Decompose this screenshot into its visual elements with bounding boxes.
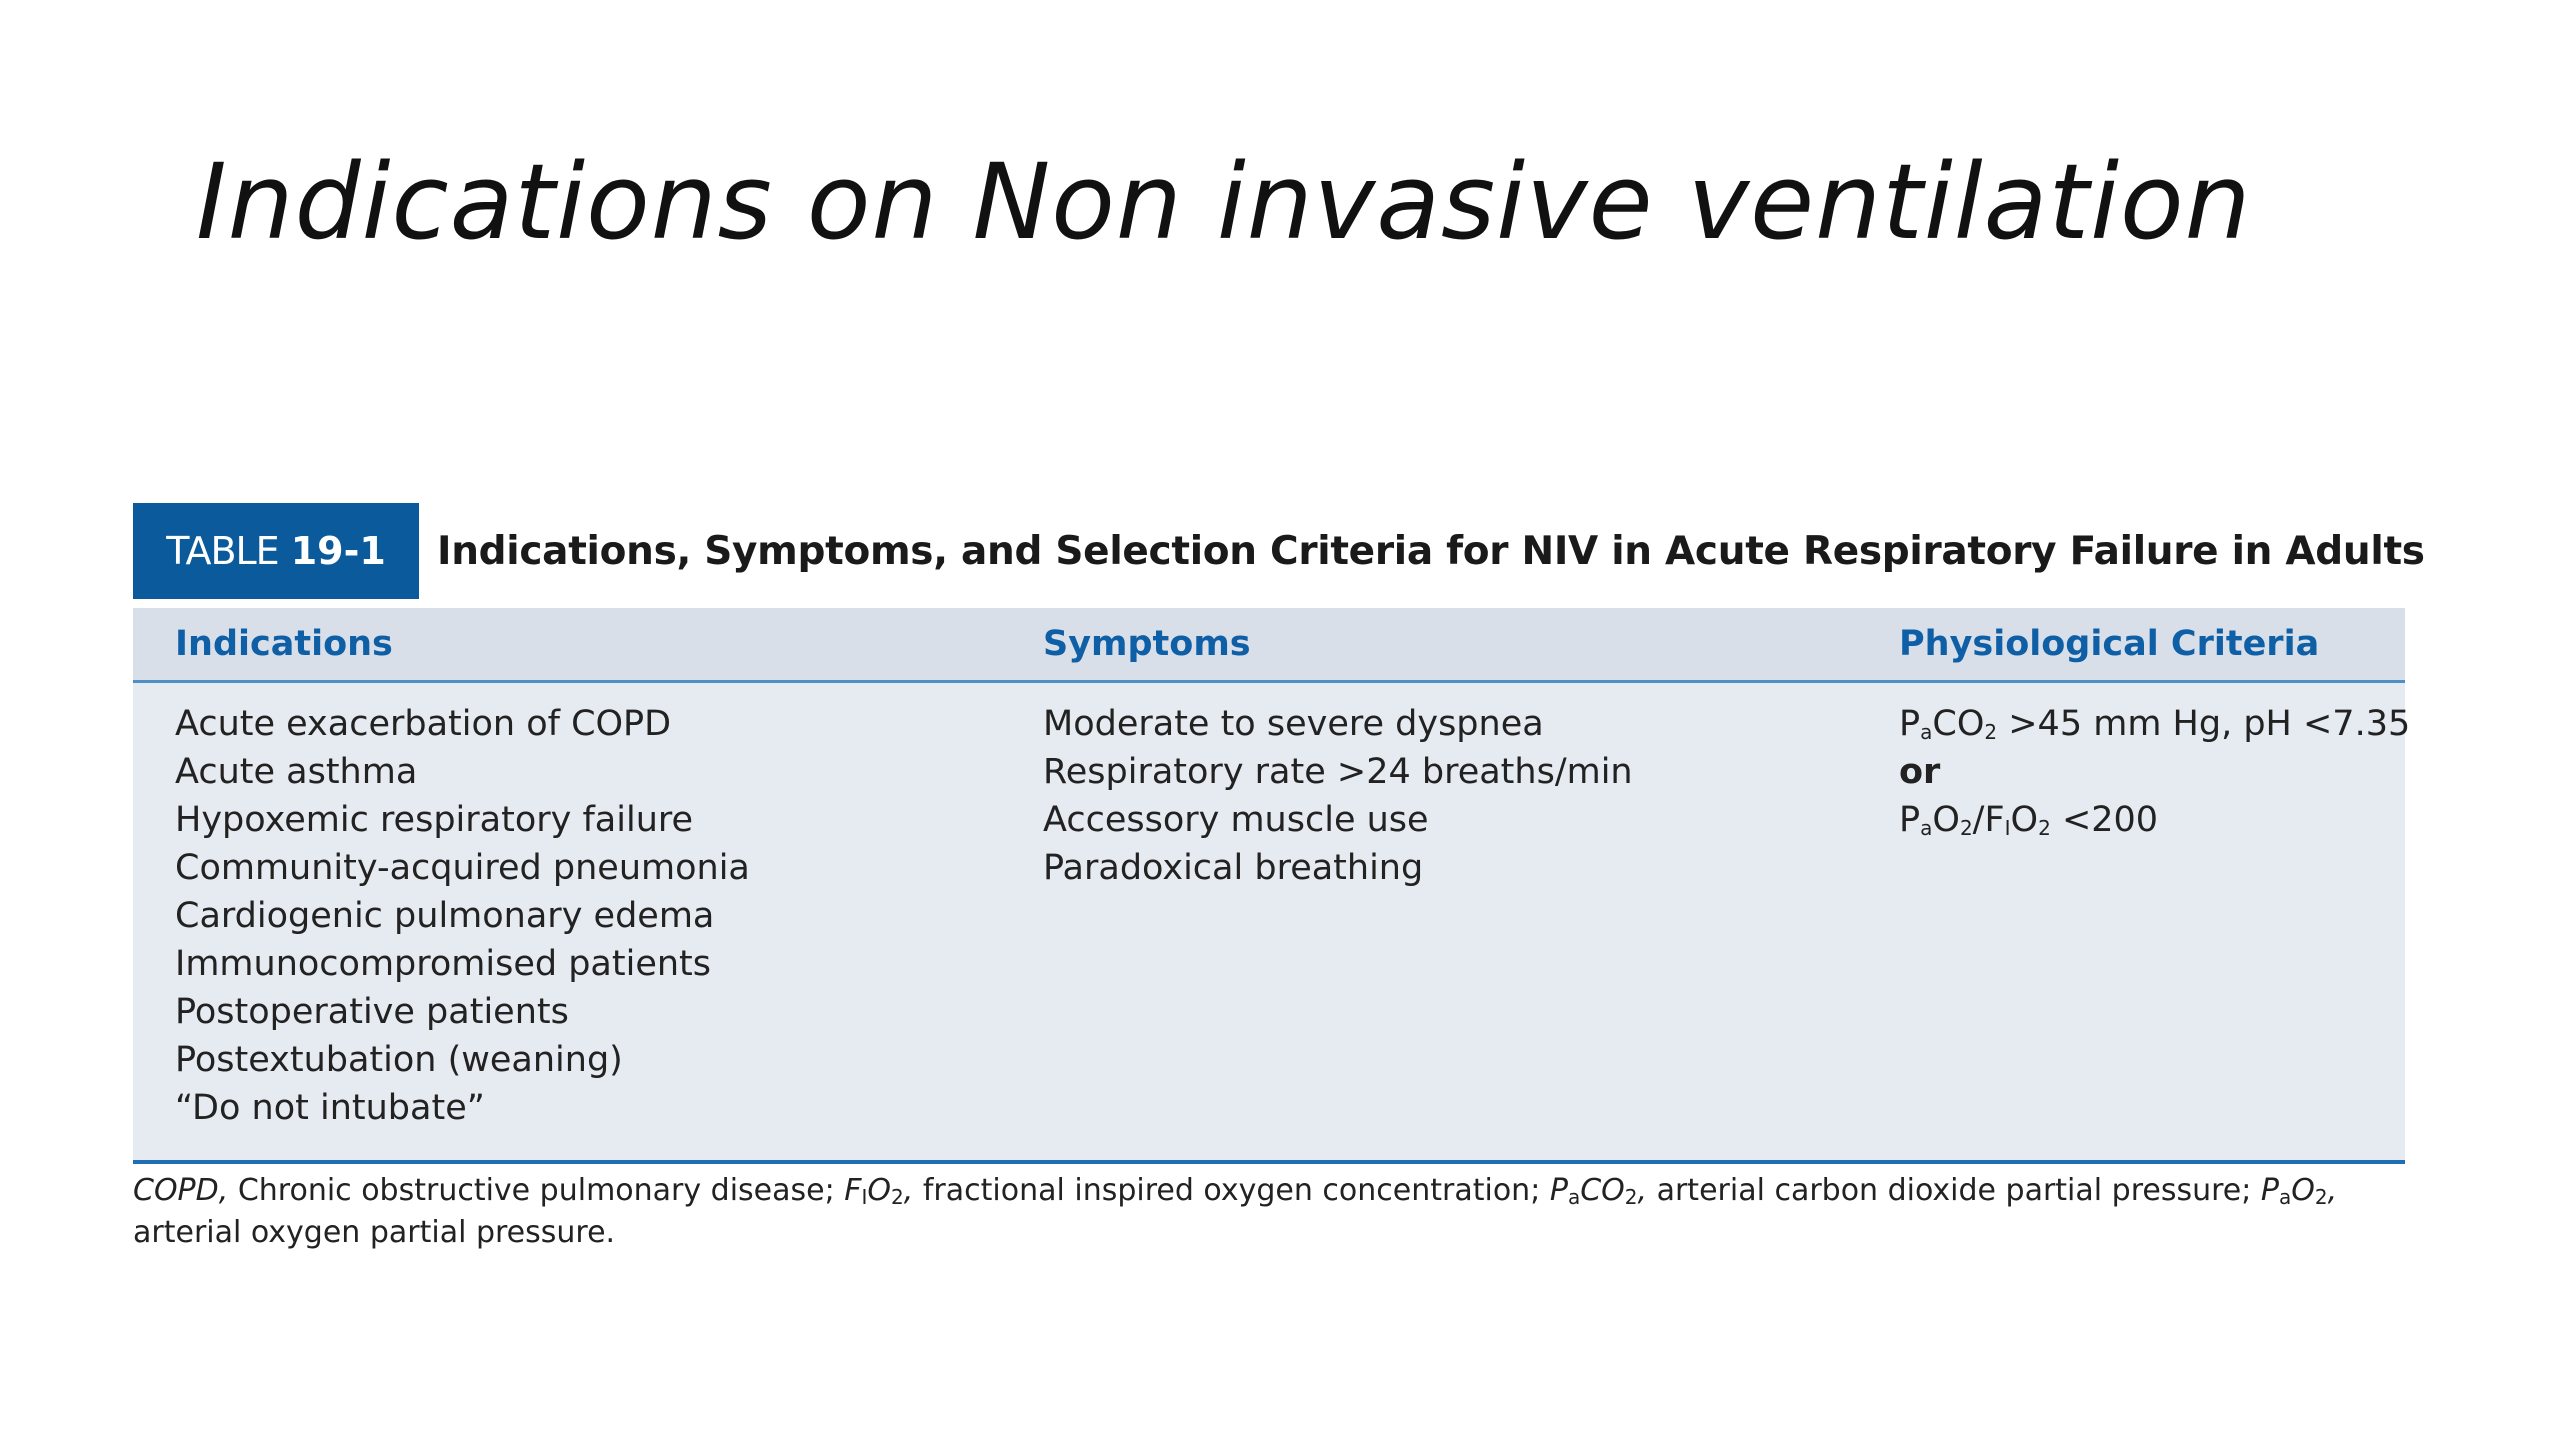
footnote-term: O bbox=[867, 1173, 892, 1208]
subscript: 2 bbox=[2038, 816, 2051, 840]
footnote-term: P bbox=[2260, 1173, 2279, 1208]
footnote-term: , bbox=[1637, 1173, 1648, 1208]
physiological-list bbox=[1899, 700, 2410, 844]
criterion-pao2-fio2 bbox=[1899, 796, 2410, 844]
footnote-term: O bbox=[2291, 1173, 2315, 1208]
footnote-term: COPD, bbox=[133, 1173, 229, 1208]
table-number-tag bbox=[133, 503, 419, 599]
footnote-text: arterial carbon dioxide partial pressure; bbox=[1647, 1173, 2261, 1208]
criterion-paco2 bbox=[1899, 700, 2410, 748]
criteria-table bbox=[133, 608, 2411, 1164]
table-footnote bbox=[133, 1170, 2433, 1254]
criterion-text: O bbox=[1932, 800, 1960, 840]
indications-list bbox=[175, 700, 750, 1132]
list-item: Respiratory rate >24 breaths/min bbox=[1043, 752, 1633, 792]
list-item: Acute exacerbation of COPD bbox=[175, 704, 672, 744]
footnote-term: P bbox=[1549, 1173, 1568, 1208]
list-item: Paradoxical breathing bbox=[1043, 848, 1424, 888]
footnote-text: fractional inspired oxygen concentration; bbox=[913, 1173, 1550, 1208]
list-item: Hypoxemic respiratory failure bbox=[175, 800, 694, 840]
footnote-term: , bbox=[903, 1173, 914, 1208]
criterion-text: <200 bbox=[2050, 800, 2159, 840]
subscript: I bbox=[861, 1185, 868, 1209]
subscript: 2 bbox=[1959, 816, 1973, 840]
criterion-or: or bbox=[1899, 752, 1941, 792]
table-tag-word: TABLE bbox=[166, 529, 279, 573]
list-item: Cardiogenic pulmonary edema bbox=[175, 896, 715, 936]
table-header-row bbox=[133, 608, 2405, 683]
list-item: Postoperative patients bbox=[175, 992, 569, 1032]
footnote-term: , bbox=[2327, 1173, 2338, 1208]
list-item: Immunocompromised patients bbox=[175, 944, 712, 984]
table-caption: Indications, Symptoms, and Selection Criteria for NIV in Acute Respiratory Failure in Adults bbox=[437, 528, 2425, 574]
column-header-symptoms: Symptoms bbox=[1043, 624, 1251, 664]
subscript: a bbox=[1567, 1185, 1581, 1209]
column-header-physiological: Physiological Criteria bbox=[1899, 624, 2320, 664]
symptoms-list bbox=[1043, 700, 1633, 892]
slide-title: Indications on Non invasive ventilation bbox=[196, 141, 2252, 263]
list-item: Acute asthma bbox=[175, 752, 418, 792]
footnote-term: CO bbox=[1580, 1173, 1625, 1208]
criterion-text: /F bbox=[1972, 800, 2005, 840]
subscript: a bbox=[1920, 720, 1933, 744]
criterion-text: O bbox=[2010, 800, 2039, 840]
list-item: “Do not intubate” bbox=[175, 1088, 485, 1128]
subscript: I bbox=[2004, 816, 2011, 840]
subscript: 2 bbox=[2314, 1185, 2328, 1209]
footnote-text: arterial oxygen partial pressure. bbox=[133, 1215, 616, 1250]
subscript: 2 bbox=[1624, 1185, 1638, 1209]
list-item: Moderate to severe dyspnea bbox=[1043, 704, 1544, 744]
table-header bbox=[133, 503, 2425, 599]
footnote-text: Chronic obstructive pulmonary disease; bbox=[228, 1173, 845, 1208]
list-item: Accessory muscle use bbox=[1043, 800, 1429, 840]
criterion-text: >45 mm Hg, pH <7.35 bbox=[1997, 704, 2411, 744]
subscript: a bbox=[1920, 816, 1933, 840]
criterion-text: CO bbox=[1932, 704, 1985, 744]
subscript: 2 bbox=[891, 1185, 904, 1209]
column-header-indications: Indications bbox=[175, 624, 393, 664]
subscript: a bbox=[2278, 1185, 2292, 1209]
list-item: Community-acquired pneumonia bbox=[175, 848, 750, 888]
subscript: 2 bbox=[1984, 720, 1998, 744]
footnote-term: F bbox=[844, 1173, 862, 1208]
criterion-text: P bbox=[1899, 800, 1921, 840]
criterion-text: P bbox=[1899, 704, 1921, 744]
table-tag-number: 19-1 bbox=[290, 529, 386, 573]
list-item: Postextubation (weaning) bbox=[175, 1040, 623, 1080]
